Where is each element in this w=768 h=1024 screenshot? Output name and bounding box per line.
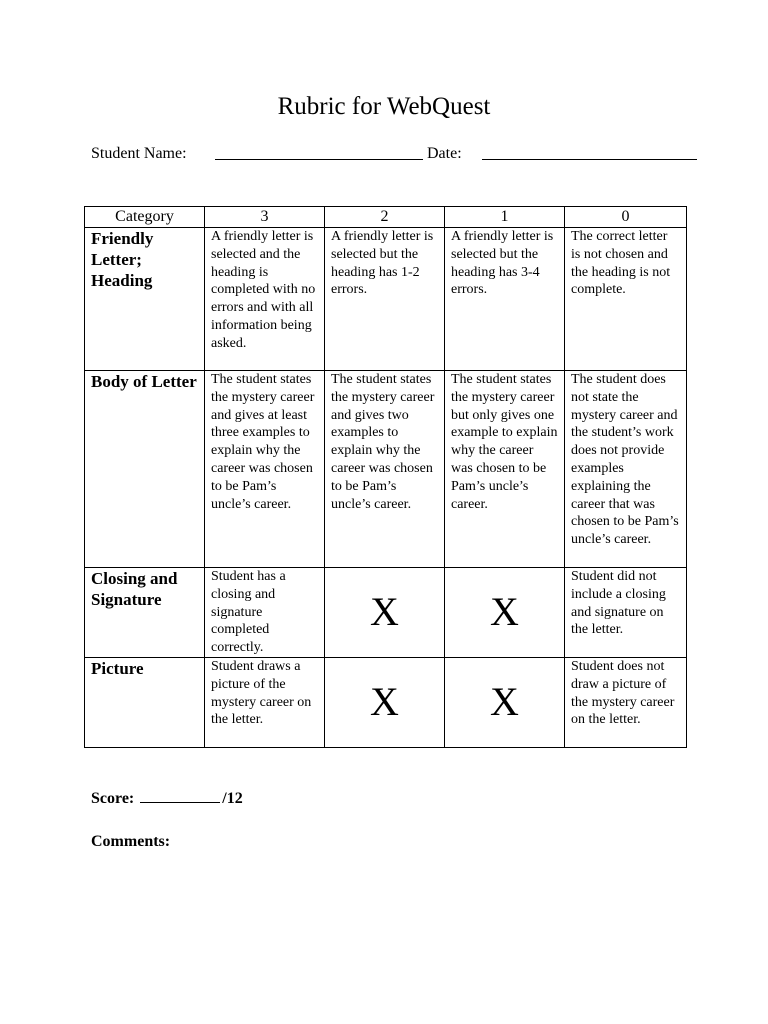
- criteria-cell: A friendly letter is selected and the heading is completed with no errors and with all information being asked.: [205, 228, 325, 371]
- criteria-cell: The correct letter is not chosen and the heading is not complete.: [565, 228, 687, 371]
- criteria-cell: Student draws a picture of the mystery career on the letter.: [205, 657, 325, 747]
- criteria-cell: The student states the mystery career and gives at least three examples to explain why the career was chosen to be Pam’s uncle’s career.: [205, 371, 325, 568]
- student-info-row: [91, 145, 711, 165]
- table-row: [85, 657, 687, 747]
- table-row: [85, 568, 687, 658]
- not-applicable-mark: X: [445, 657, 565, 747]
- page-title: Rubric for WebQuest: [277, 93, 491, 120]
- not-applicable-mark: X: [445, 568, 565, 658]
- header-score-3: 3: [205, 207, 325, 228]
- score-line: [91, 790, 243, 808]
- table-row: [85, 371, 687, 568]
- criteria-cell: A friendly letter is selected but the heading has 1-2 errors.: [325, 228, 445, 371]
- header-row: [85, 207, 687, 228]
- date-line: [482, 159, 697, 160]
- header-category: Category: [85, 207, 205, 228]
- header-score-0: 0: [565, 207, 687, 228]
- not-applicable-mark: X: [325, 568, 445, 658]
- criteria-cell: A friendly letter is selected but the heading has 3-4 errors.: [445, 228, 565, 371]
- header-score-2: 2: [325, 207, 445, 228]
- criteria-cell: Student does not draw a picture of the mystery career on the letter.: [565, 657, 687, 747]
- criteria-cell: The student does not state the mystery career and the student’s work does not provide examples explaining the career that was chosen to be Pam’s uncle’s career.: [565, 371, 687, 568]
- not-applicable-mark: X: [325, 657, 445, 747]
- comments-label: Comments:: [91, 833, 171, 850]
- score-blank: [140, 790, 220, 803]
- category-cell: Friendly Letter; Heading: [85, 228, 205, 371]
- category-cell: Body of Letter: [85, 371, 205, 568]
- criteria-cell: Student has a closing and signature completed correctly.: [205, 568, 325, 658]
- date-label: Date:: [427, 145, 462, 162]
- criteria-cell: Student did not include a closing and signature on the letter.: [565, 568, 687, 658]
- student-name-line: [215, 159, 423, 160]
- table-row: [85, 228, 687, 371]
- criteria-cell: The student states the mystery career but only gives one example to explain why the career was chosen to be Pam’s uncle’s career.: [445, 371, 565, 568]
- header-score-1: 1: [445, 207, 565, 228]
- student-name-label: Student Name:: [91, 145, 187, 162]
- score-label: Score:: [91, 790, 135, 807]
- category-cell: Picture: [85, 657, 205, 747]
- score-total: /12: [222, 790, 243, 807]
- criteria-cell: The student states the mystery career and gives two examples to explain why the career was chosen to be Pam’s uncle’s career.: [325, 371, 445, 568]
- rubric-table: [84, 206, 687, 748]
- category-cell: Closing and Signature: [85, 568, 205, 658]
